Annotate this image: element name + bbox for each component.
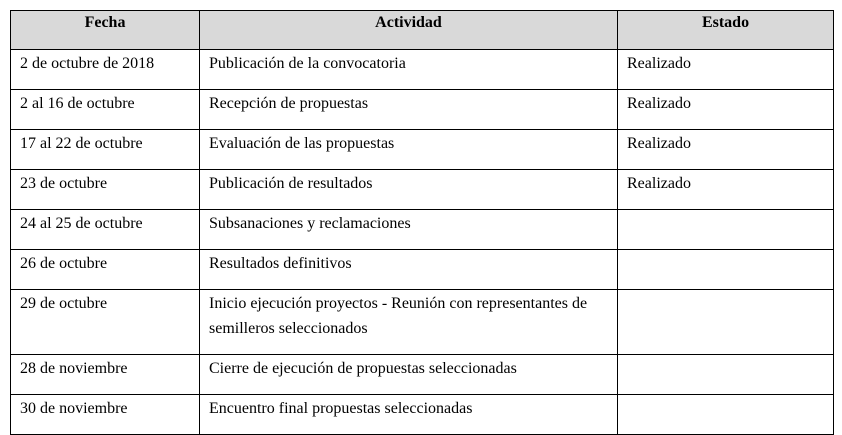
- cell-fecha: 24 al 25 de octubre: [11, 210, 200, 250]
- table-header: [11, 11, 834, 50]
- cell-estado: [618, 210, 834, 250]
- cell-actividad: Recepción de propuestas: [200, 90, 618, 130]
- cell-actividad: Encuentro final propuestas seleccionadas: [200, 395, 618, 435]
- cell-estado: [618, 355, 834, 395]
- table-row: [11, 290, 834, 355]
- cell-actividad: Cierre de ejecución de propuestas seleccionadas: [200, 355, 618, 395]
- cell-fecha: 29 de octubre: [11, 290, 200, 355]
- cell-estado: Realizado: [618, 90, 834, 130]
- cell-estado: Realizado: [618, 130, 834, 170]
- header-fecha: Fecha: [11, 11, 200, 50]
- table-row: [11, 355, 834, 395]
- header-row: [11, 11, 834, 50]
- header-actividad: Actividad: [200, 11, 618, 50]
- cell-actividad: Publicación de resultados: [200, 170, 618, 210]
- cell-actividad: Evaluación de las propuestas: [200, 130, 618, 170]
- header-estado: Estado: [618, 11, 834, 50]
- table-row: [11, 170, 834, 210]
- cell-fecha: 28 de noviembre: [11, 355, 200, 395]
- cell-fecha: 23 de octubre: [11, 170, 200, 210]
- cell-actividad: Subsanaciones y reclamaciones: [200, 210, 618, 250]
- table-row: [11, 130, 834, 170]
- cell-actividad: Resultados definitivos: [200, 250, 618, 290]
- table-body: [11, 50, 834, 435]
- cell-estado: [618, 290, 834, 355]
- cell-estado: Realizado: [618, 50, 834, 90]
- cell-fecha: 2 de octubre de 2018: [11, 50, 200, 90]
- table-row: [11, 395, 834, 435]
- cell-fecha: 26 de octubre: [11, 250, 200, 290]
- cell-fecha: 30 de noviembre: [11, 395, 200, 435]
- schedule-table: [10, 10, 834, 435]
- cell-fecha: 2 al 16 de octubre: [11, 90, 200, 130]
- table-row: [11, 210, 834, 250]
- cell-estado: [618, 250, 834, 290]
- table-row: [11, 250, 834, 290]
- cell-fecha: 17 al 22 de octubre: [11, 130, 200, 170]
- table-row: [11, 50, 834, 90]
- table-row: [11, 90, 834, 130]
- cell-actividad: Publicación de la convocatoria: [200, 50, 618, 90]
- cell-estado: Realizado: [618, 170, 834, 210]
- cell-actividad: Inicio ejecución proyectos - Reunión con representantes de semilleros seleccionados: [200, 290, 618, 355]
- cell-estado: [618, 395, 834, 435]
